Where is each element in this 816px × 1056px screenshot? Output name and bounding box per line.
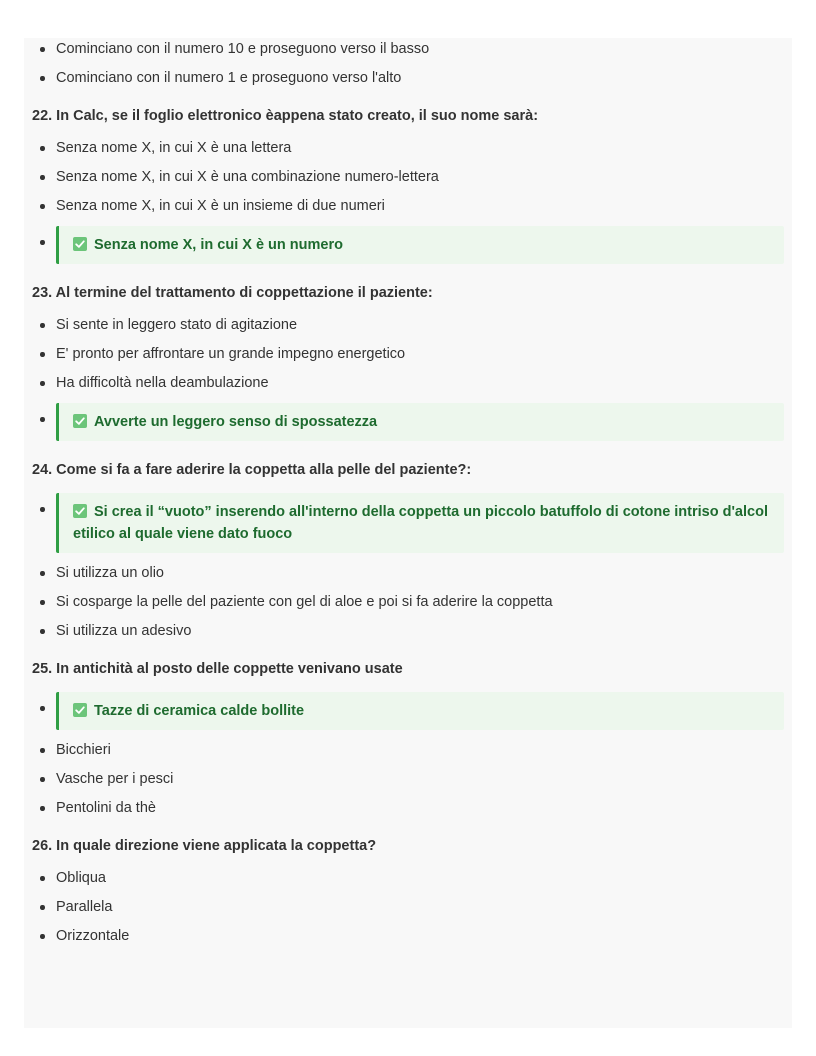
list-item: Ha difficoltà nella deambulazione (32, 374, 784, 392)
question-title: 23. Al termine del trattamento di coppettazione il paziente: (32, 285, 433, 301)
question-title: 22. In Calc, se il foglio elettronico èappena stato creato, il suo nome sarà: (32, 108, 539, 124)
list-item: Senza nome X, in cui X è una lettera (32, 139, 784, 157)
list-item: Pentolini da thè (32, 799, 784, 817)
correct-answer-text: Avverte un leggero senso di spossatezza (94, 414, 378, 430)
list-item: Si cosparge la pelle del paziente con gel di aloe e poi si fa aderire la coppetta (32, 593, 784, 611)
correct-answer-item (32, 692, 784, 730)
correct-answer-text: Si crea il “vuoto” inserendo all'interno della coppetta un piccolo batuffolo di cotone intriso d'alcol etilico al quale viene dato fuoco (73, 504, 768, 542)
correct-answer-text: Tazze di ceramica calde bollite (94, 703, 305, 719)
list-item: E' pronto per affrontare un grande impegno energetico (32, 345, 784, 363)
list-item: Si utilizza un adesivo (32, 622, 784, 640)
list-item: Senza nome X, in cui X è un insieme di due numeri (32, 197, 784, 215)
correct-answer-item (32, 403, 784, 441)
check-box-icon (73, 414, 87, 428)
list-item: Senza nome X, in cui X è una combinazione numero-lettera (32, 168, 784, 186)
check-box-icon (73, 237, 87, 251)
question-list (32, 107, 784, 965)
question-title: 24. Come si fa a fare aderire la coppetta alla pelle del paziente?: (32, 462, 472, 478)
question-title: 26. In quale direzione viene applicata la coppetta? (32, 838, 377, 854)
correct-answer-highlight (56, 403, 784, 441)
list-item: Vasche per i pesci (32, 770, 784, 788)
correct-answer-highlight (56, 493, 784, 553)
option-list (32, 139, 784, 264)
option-list (32, 316, 784, 441)
correct-answer-text: Senza nome X, in cui X è un numero (94, 237, 343, 253)
option-list (32, 493, 784, 640)
question-title: 25. In antichità al posto delle coppette venivano usate (32, 661, 403, 677)
list-item: Obliqua (32, 869, 784, 887)
correct-answer-item (32, 226, 784, 264)
list-item: Si utilizza un olio (32, 564, 784, 582)
correct-answer-highlight (56, 226, 784, 264)
list-item: Cominciano con il numero 1 e proseguono verso l'alto (32, 69, 784, 87)
list-item: Cominciano con il numero 10 e proseguono verso il basso (32, 40, 784, 58)
option-list (32, 38, 784, 87)
list-item: Orizzontale (32, 927, 784, 945)
correct-answer-highlight (56, 692, 784, 730)
check-box-icon (73, 504, 87, 518)
check-box-icon (73, 703, 87, 717)
quiz-page (24, 38, 792, 1028)
list-item: Si sente in leggero stato di agitazione (32, 316, 784, 334)
list-item: Parallela (32, 898, 784, 916)
correct-answer-item (32, 493, 784, 553)
option-list (32, 692, 784, 817)
option-list (32, 869, 784, 945)
list-item: Bicchieri (32, 741, 784, 759)
